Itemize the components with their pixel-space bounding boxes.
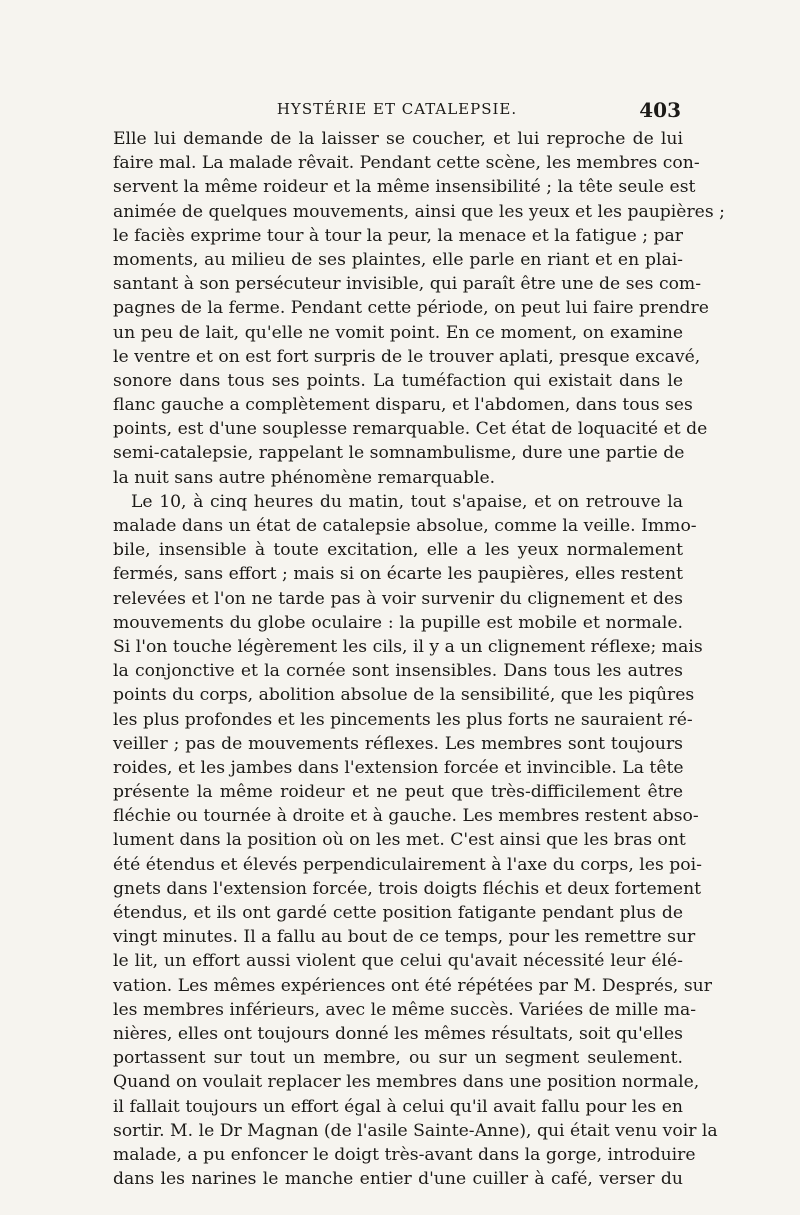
page-number: 403 — [639, 98, 681, 122]
text-line: lument dans la position où on les met. C'est ainsi que les bras ont — [113, 830, 686, 851]
text-line: étendus, et ils ont gardé cette position fatigante pendant plus de — [113, 903, 683, 923]
text-line: points, est d'une souplesse remarquable. Cet état de loquacité et de — [113, 419, 708, 440]
text-line: veiller ; pas de mouvements réflexes. Les membres sont toujours — [113, 733, 683, 754]
text-line: les plus profondes et les pincements les plus forts ne sauraient ré- — [113, 709, 693, 730]
text-line: pagnes de la ferme. Pendant cette période, on peut lui faire prendre — [113, 298, 709, 319]
text-line: la conjonctive et la cornée sont insensibles. Dans tous les autres — [113, 661, 683, 682]
running-title: HYSTÉRIE ET CATALEPSIE. — [276, 100, 518, 118]
text-line: nières, elles ont toujours donné les mêmes résultats, soit qu'elles — [113, 1023, 683, 1044]
text-line: servent la même roideur et la même insensibilité ; la tête seule est — [113, 177, 696, 198]
text-line: sortir. M. le Dr Magnan (de l'asile Sainte-Anne), qui était venu voir la — [113, 1120, 718, 1141]
running-head — [113, 98, 681, 122]
text-line: faire mal. La malade rêvait. Pendant cette scène, les membres con- — [113, 153, 700, 174]
text-line: flanc gauche a complètement disparu, et l'abdomen, dans tous ses — [113, 395, 693, 416]
text-line: portassent sur tout un membre, ou sur un segment seulement. — [113, 1048, 683, 1069]
text-line: santant à son persécuteur invisible, qui paraît être une de ses com- — [113, 274, 702, 295]
text-line: présente la même roideur et ne peut que très-difficilement être — [113, 782, 683, 803]
text-line: le lit, un effort aussi violent que celui qu'avait nécessité leur élé- — [113, 951, 683, 972]
text-line: dans les narines le manche entier d'une cuiller à café, verser du — [113, 1169, 683, 1190]
body-text — [113, 127, 725, 1191]
text-line: Le 10, à cinq heures du matin, tout s'apaise, et on retrouve la — [131, 491, 683, 512]
text-line: il fallait toujours un effort égal à celui qu'il avait fallu pour les en — [113, 1096, 683, 1117]
text-line: la nuit sans autre phénomène remarquable. — [113, 467, 496, 488]
text-line: Elle lui demande de la laisser se coucher, et lui reproche de lui — [113, 129, 683, 149]
text-line: le faciès exprime tour à tour la peur, la menace et la fatigue ; par — [113, 225, 683, 246]
text-line: relevées et l'on ne tarde pas à voir survenir du clignement et des — [113, 588, 683, 609]
text-line: Quand on voulait replacer les membres dans une position normale, — [113, 1072, 700, 1093]
text-line: semi-catalepsie, rappelant le somnambulisme, dure une partie de — [113, 443, 685, 464]
text-line: gnets dans l'extension forcée, trois doigts fléchis et deux fortement — [113, 878, 702, 899]
text-line: points du corps, abolition absolue de la sensibilité, que les piqûres — [113, 685, 695, 706]
text-line: les membres inférieurs, avec le même succès. Variées de mille ma- — [113, 999, 697, 1020]
text-line: malade dans un état de catalepsie absolue, comme la veille. Immo- — [113, 516, 697, 536]
text-line: moments, au milieu de ses plaintes, elle parle en riant et en plai- — [113, 249, 683, 270]
text-line: sonore dans tous ses points. La tuméfaction qui existait dans le — [113, 370, 683, 391]
text-line: un peu de lait, qu'elle ne vomit point. En ce moment, on examine — [113, 322, 683, 343]
text-line: fermés, sans effort ; mais si on écarte les paupières, elles restent — [113, 564, 683, 585]
text-line: roides, et les jambes dans l'extension forcée et invincible. La tête — [113, 757, 684, 778]
text-line: animée de quelques mouvements, ainsi que les yeux et les paupières ; — [113, 201, 725, 222]
text-line: vation. Les mêmes expériences ont été répétées par M. Després, sur — [113, 975, 712, 996]
text-line: Si l'on touche légèrement les cils, il y a un clignement réflexe; mais — [113, 636, 703, 657]
text-line: bile, insensible à toute excitation, elle a les yeux normalement — [113, 540, 683, 561]
text-line: mouvements du globe oculaire : la pupille est mobile et normale. — [113, 612, 683, 633]
text-line: vingt minutes. Il a fallu au bout de ce temps, pour les remettre sur — [113, 927, 696, 948]
text-line: le ventre et on est fort surpris de le trouver aplati, presque excavé, — [113, 346, 701, 367]
text-line: été étendus et élevés perpendiculairement à l'axe du corps, les poi- — [113, 854, 702, 875]
text-line: fléchie ou tournée à droite et à gauche. Les membres restent abso- — [113, 806, 699, 827]
text-line: malade, a pu enfoncer le doigt très-avant dans la gorge, introduire — [113, 1144, 696, 1165]
